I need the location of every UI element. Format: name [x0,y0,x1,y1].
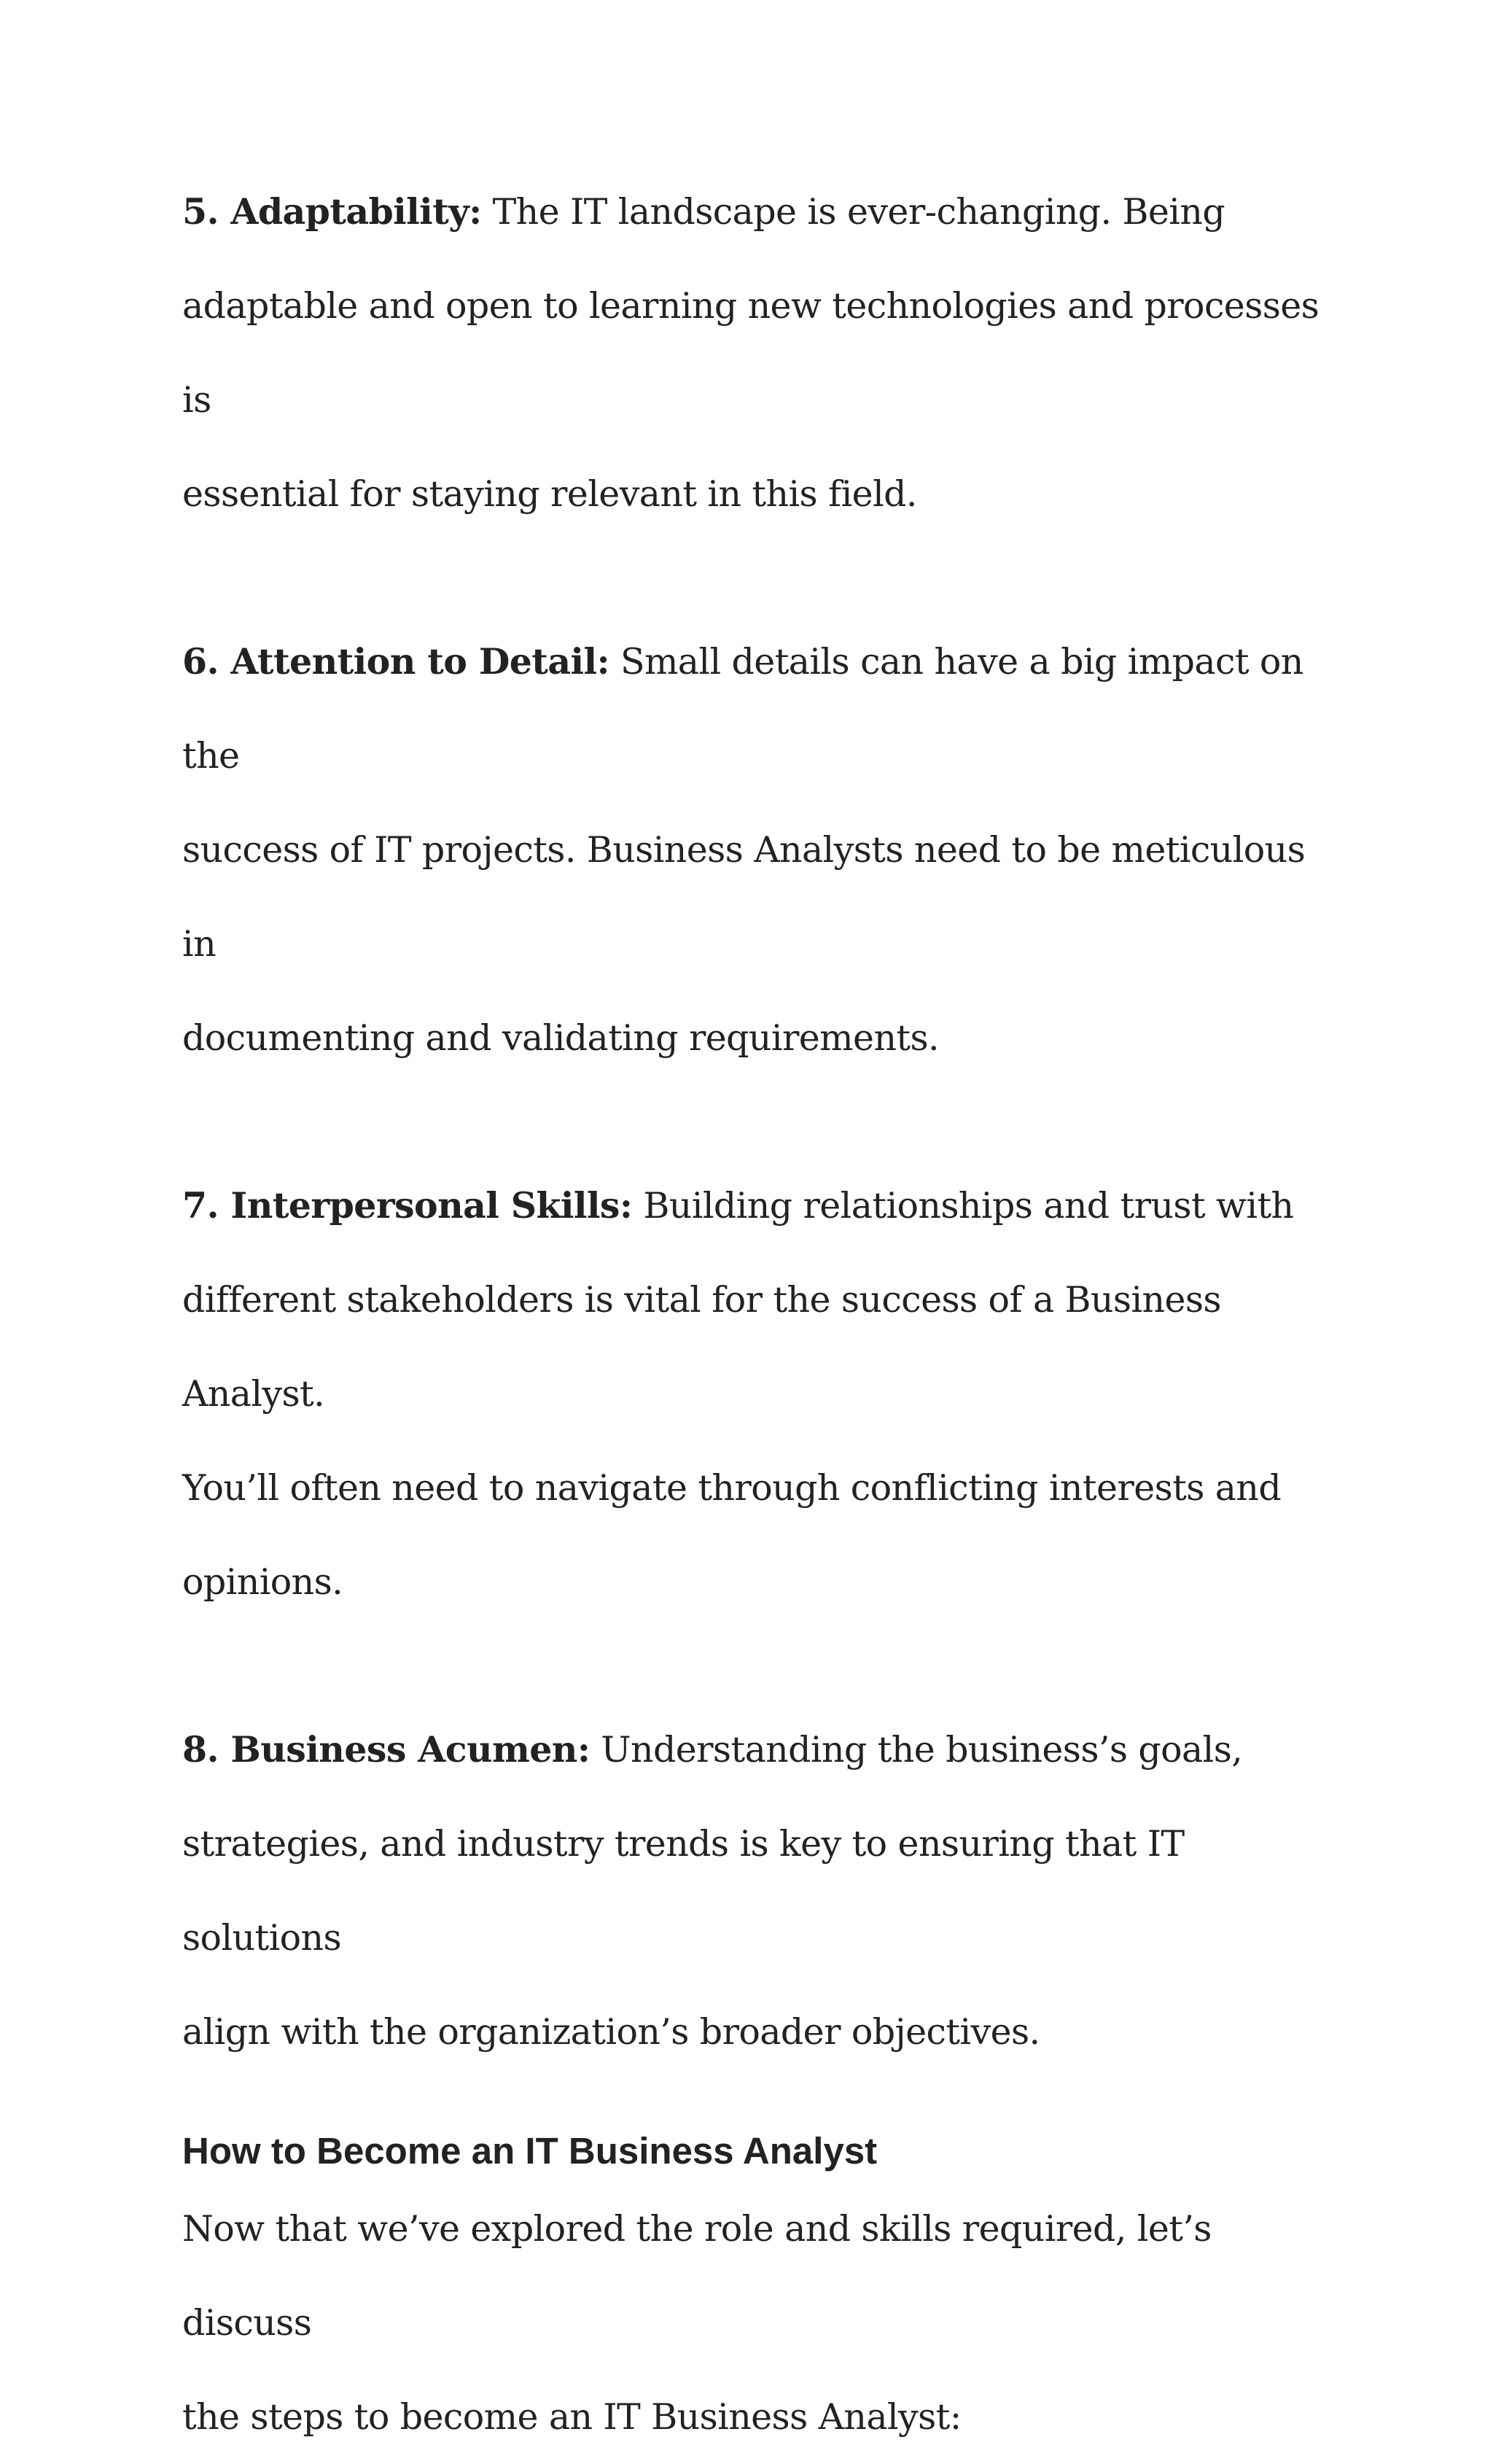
skill-text: The IT landscape is ever-changing. Being [481,191,1225,233]
paragraph-line: adaptable and open to learning new technologies and processes is [182,285,1319,421]
paragraph-line: You’ll often need to navigate through conflicting interests and [182,1467,1282,1509]
paragraph-line: different stakeholders is vital for the success of a Business Analyst. [182,1279,1221,1415]
skill-text: Building relationships and trust with [632,1185,1294,1227]
paragraph-line: align with the organization’s broader objectives. [182,2011,1040,2053]
paragraph-line [182,615,1341,803]
skill-item-interpersonal-skills [182,1159,1341,1629]
paragraph-gap [182,1085,1341,1159]
skill-text: Understanding the business’s goals, [590,1729,1243,1771]
skill-title: 6. Attention to Detail: [182,640,609,683]
paragraph-line: strategies, and industry trends is key to ensuring that IT solutions [182,1823,1185,1959]
skill-text: Small details can have a big impact on the [182,641,1303,777]
paragraph-line: documenting and validating requirements. [182,1017,940,1059]
paragraph-line [182,165,1341,259]
section-intro [182,2182,1341,2464]
paragraph-gap [182,541,1341,615]
paragraph-gap [182,1629,1341,1703]
skill-item-adaptability [182,165,1341,541]
skill-title: 5. Adaptability: [182,190,482,233]
skill-item-business-acumen [182,1703,1341,2079]
skill-title: 7. Interpersonal Skills: [182,1184,633,1227]
paragraph-line [182,1159,1341,1253]
section-heading: How to Become an IT Business Analyst [182,2130,878,2172]
paragraph-line: the steps to become an IT Business Analyst: [182,2396,962,2438]
paragraph-line: essential for staying relevant in this field. [182,473,917,515]
paragraph-line [182,1703,1341,1797]
document-content [182,165,1341,2464]
skill-title: 8. Business Acumen: [182,1728,590,1771]
skill-item-attention-to-detail [182,615,1341,1085]
paragraph-line: opinions. [182,1561,343,1603]
paragraph-line: Now that we’ve explored the role and skills required, let’s discuss [182,2208,1212,2344]
paragraph-line: success of IT projects. Business Analysts need to be meticulous in [182,829,1306,965]
